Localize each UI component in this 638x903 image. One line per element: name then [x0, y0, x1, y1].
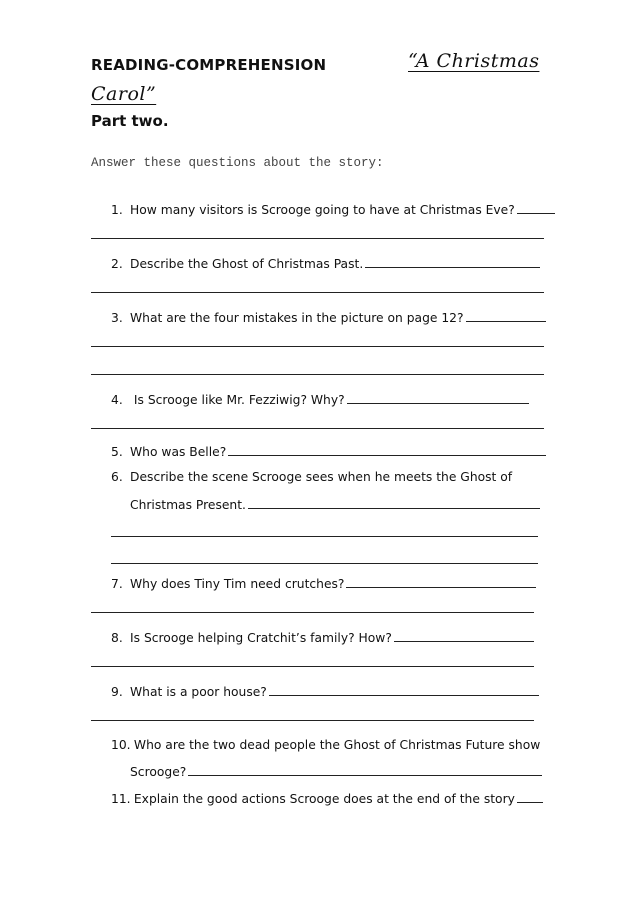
answer-blank[interactable]	[394, 630, 534, 642]
question-6	[111, 470, 512, 484]
question-number: 1.	[111, 203, 123, 217]
answer-line[interactable]	[91, 428, 544, 429]
question-7	[111, 576, 536, 591]
question-10	[111, 738, 540, 752]
question-1	[111, 202, 555, 217]
question-text: Describe the Ghost of Christmas Past.	[130, 257, 364, 271]
question-number: 11.	[111, 792, 131, 806]
answer-line[interactable]	[91, 666, 534, 667]
answer-blank[interactable]	[517, 791, 543, 803]
question-4	[111, 392, 529, 407]
question-number: 5.	[111, 445, 123, 459]
worksheet-title: READING-COMPREHENSION	[91, 56, 327, 74]
instructions: Answer these questions about the story:	[91, 156, 384, 170]
answer-blank[interactable]	[365, 256, 540, 268]
question-number: 10.	[111, 738, 131, 752]
question-9	[111, 684, 539, 699]
answer-blank[interactable]	[466, 310, 546, 322]
question-number: 9.	[111, 685, 123, 699]
question-5	[111, 444, 546, 459]
question-number: 4.	[111, 393, 123, 407]
question-2	[111, 256, 540, 271]
answer-blank[interactable]	[347, 392, 529, 404]
part-heading: Part two.	[91, 112, 169, 130]
question-number: 2.	[111, 257, 123, 271]
question-number: 7.	[111, 577, 123, 591]
answer-line[interactable]	[91, 612, 534, 613]
answer-line[interactable]	[91, 292, 544, 293]
answer-blank[interactable]	[346, 576, 536, 588]
question-text-continued: Christmas Present.	[130, 498, 246, 512]
question-text: Is Scrooge helping Cratchit’s family? How?	[130, 631, 392, 645]
question-number: 6.	[111, 470, 123, 484]
story-title-line2: Carol”	[91, 83, 157, 105]
question-text-continued: Scrooge?	[130, 765, 187, 779]
question-text: What is a poor house?	[130, 685, 267, 699]
question-8	[111, 630, 534, 645]
answer-line[interactable]	[111, 536, 538, 537]
answer-blank[interactable]	[188, 764, 542, 776]
question-text: Why does Tiny Tim need crutches?	[130, 577, 345, 591]
question-text: How many visitors is Scrooge going to have at Christmas Eve?	[130, 203, 515, 217]
question-text: Explain the good actions Scrooge does at the end of the story	[130, 792, 515, 806]
answer-line[interactable]	[91, 720, 534, 721]
question-text: Who are the two dead people the Ghost of Christmas Future show	[130, 738, 541, 752]
question-number: 8.	[111, 631, 123, 645]
question-text: Who was Belle?	[130, 445, 227, 459]
question-10-continued	[130, 764, 542, 779]
question-text: Describe the scene Scrooge sees when he meets the Ghost of	[130, 470, 513, 484]
answer-line[interactable]	[91, 374, 544, 375]
story-title-line1: “A Christmas	[408, 50, 540, 72]
question-number: 3.	[111, 311, 123, 325]
question-text: Is Scrooge like Mr. Fezziwig? Why?	[130, 393, 345, 407]
answer-blank[interactable]	[269, 684, 539, 696]
question-11	[111, 791, 543, 806]
question-6-continued	[130, 497, 540, 512]
question-text: What are the four mistakes in the picture on page 12?	[130, 311, 464, 325]
answer-line[interactable]	[91, 346, 544, 347]
answer-blank[interactable]	[248, 497, 540, 509]
answer-line[interactable]	[111, 563, 538, 564]
answer-blank[interactable]	[517, 202, 555, 214]
answer-blank[interactable]	[228, 444, 546, 456]
question-3	[111, 310, 546, 325]
answer-line[interactable]	[91, 238, 544, 239]
